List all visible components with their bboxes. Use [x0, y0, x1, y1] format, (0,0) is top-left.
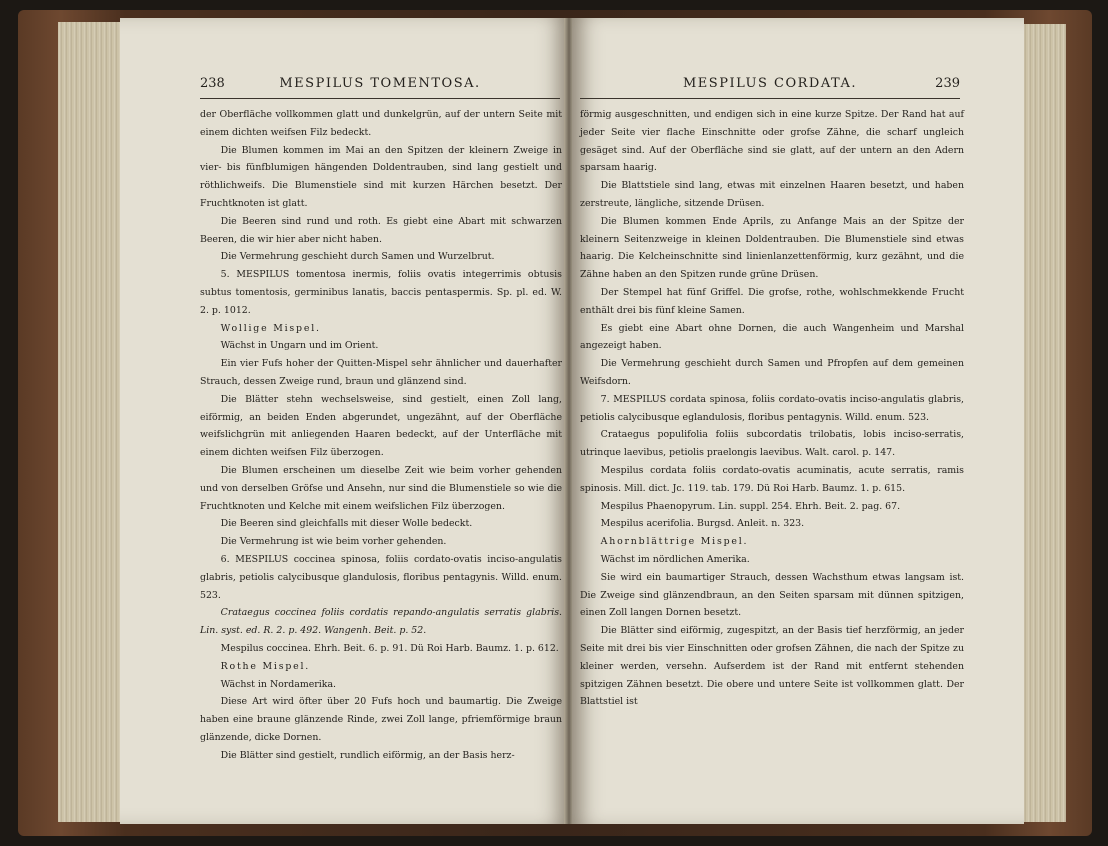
paragraph: Die Blätter sind eiförmig, zugespitzt, an der Basis tief herzförmig, an jeder Seite mit drei bis vier Einschnitten oder grofsen Zähnen, die nach der Spitze zu kleiner werden, versehn. Aufserdem ist der Rand mit entfernt stehenden spitzigen Zähnen besetzt. Die obere und untere Seite ist vollkommen glatt. Der Blattstiel ist	[580, 625, 964, 708]
paragraph: förmig ausgeschnitten, und endigen sich in eine kurze Spitze. Der Rand hat auf jeder Seite vier flache Einschnitte oder grofse Zähne, die scharf ungleich gesäget sind. Auf der Oberfläche sind sie glatt, auf der untern an den Adern sparsam haarig.	[580, 109, 964, 174]
left-page-text	[200, 106, 562, 764]
paragraph: Die Vermehrung geschieht durch Samen und Wurzelbrut.	[220, 251, 495, 263]
paragraph: Die Beeren sind gleichfalls mit dieser Wolle bedeckt.	[220, 518, 473, 530]
paragraph: Die Blattstiele sind lang, etwas mit einzelnen Haaren besetzt, und haben zerstreute, längliche, sitzende Drüsen.	[580, 180, 964, 209]
right-running-head	[580, 72, 960, 99]
paragraph: 6. MESPILUS coccinea spinosa, foliis cordato-ovatis inciso-angulatis glabris, petiolis calycibusque glandulosis, floribus pentagynis. Willd. enum. 523.	[200, 553, 562, 601]
page-edges-right	[1022, 24, 1066, 822]
paragraph: Die Blumen kommen im Mai an den Spitzen der kleinern Zweige in vier- bis fünfblumigen hängenden Doldentrauben, sind lang gestielt und röthlichweifs. Die Blumenstiele sind mit kurzen Härchen besetzt. Der Fruchtknoten ist glatt.	[200, 144, 562, 209]
left-page-number: 238	[200, 76, 225, 91]
paragraph: Wächst in Nordamerika.	[220, 678, 337, 690]
paragraph: Mespilus Phaenopyrum. Lin. suppl. 254. Ehrh. Beit. 2. pag. 67.	[600, 500, 901, 512]
paragraph: Ein vier Fufs hoher der Quitten-Mispel sehr ähnlicher und dauerhafter Strauch, dessen Zweige rund, braun und glänzend sind.	[200, 358, 562, 387]
paragraph: Mespilus acerifolia. Burgsd. Anleit. n. 323.	[600, 518, 805, 530]
paragraph: Mespilus coccinea. Ehrh. Beit. 6. p. 91. Dü Roi Harb. Baumz. 1. p. 612.	[220, 642, 559, 654]
paragraph: 5. MESPILUS tomentosa inermis, foliis ovatis integerrimis obtusis subtus tomentosis, germinibus lanatis, baccis pentaspermis. Sp. pl. ed. W. 2. p. 1012.	[200, 269, 562, 316]
paragraph: Wächst im nördlichen Amerika.	[600, 553, 750, 565]
paragraph: Crataegus coccinea foliis cordatis repando-angulatis serratis glabris. Lin. syst. ed. R. 2. p. 492. Wangenh. Beit. p. 52.	[200, 607, 562, 637]
paragraph: Die Blumen kommen Ende Aprils, zu Anfange Mais an der Spitze der kleinern Seitenzweige in kleinen Doldentrauben. Die Blumenstiele sind etwas haarig. Die Kelcheinschnitte sind linienlanzettenförmig, kurz gezähnt, und die Zähne haben an den Spitzen runde grüne Drüsen.	[580, 215, 964, 281]
paragraph: Die Blätter sind gestielt, rundlich eiförmig, an der Basis herz-	[220, 749, 515, 761]
left-running-title: MESPILUS TOMENTOSA.	[279, 76, 481, 91]
paragraph: Crataegus populifolia foliis subcordatis trilobatis, lobis inciso-serratis, utrinque laevibus, petiolis praelongis laevibus. Walt. carol. p. 147.	[580, 429, 964, 459]
paragraph: Die Vermehrung geschieht durch Samen und Pfropfen auf dem gemeinen Weifsdorn.	[580, 358, 964, 387]
page-edges-left	[58, 22, 122, 822]
paragraph: Wollige Mispel.	[220, 322, 321, 334]
paragraph: Die Beeren sind rund und roth. Es giebt eine Abart mit schwarzen Beeren, die wir hier aber nicht haben.	[200, 215, 562, 245]
paragraph: Rothe Mispel.	[220, 660, 311, 672]
paragraph: Die Vermehrung ist wie beim vorher gehenden.	[220, 536, 447, 548]
paragraph: Wächst in Ungarn und im Orient.	[220, 340, 379, 352]
paragraph: Mespilus cordata foliis cordato-ovatis acuminatis, acute serratis, ramis spinosis. Mill. dict. Jc. 119. tab. 179. Dü Roi Harb. Baumz. 1. p. 615.	[580, 464, 964, 494]
paragraph: Diese Art wird öfter über 20 Fufs hoch und baumartig. Die Zweige haben eine braune glänzende Rinde, zwei Zoll lange, pfriemförmige braun glänzende, dicke Dornen.	[200, 696, 562, 743]
paragraph: der Oberfläche vollkommen glatt und dunkelgrün, auf der untern Seite mit einem dichten weifsen Filz bedeckt.	[200, 109, 562, 138]
paragraph: Die Blätter stehn wechselsweise, sind gestielt, einen Zoll lang, eiförmig, an beiden Enden abgerundet, ungezähnt, auf der Oberfläche weifslichgrün mit anliegenden Haaren bedeckt, auf der Unterfläche mit einem dichten weifsen Filz überzogen.	[200, 393, 562, 459]
left-page	[120, 18, 568, 824]
paragraph: Es giebt eine Abart ohne Dornen, die auch Wangenheim und Marshal angezeigt haben.	[580, 322, 964, 352]
right-running-title: MESPILUS CORDATA.	[683, 76, 857, 91]
right-page-text	[580, 106, 964, 711]
right-page-number: 239	[935, 76, 960, 91]
paragraph: Der Stempel hat fünf Griffel. Die grofse, rothe, wohlschmekkende Frucht enthält drei bis fünf kleine Samen.	[580, 286, 964, 316]
paragraph: Ahornblättrige Mispel.	[600, 536, 749, 548]
paragraph: Sie wird ein baumartiger Strauch, dessen Wachsthum etwas langsam ist. Die Zweige sind glänzendbraun, an den Seiten sparsam mit dünnen spitzigen, einen Zoll langen Dornen besetzt.	[580, 571, 964, 619]
paragraph: 7. MESPILUS cordata spinosa, foliis cordato-ovatis inciso-angulatis glabris, petiolis calycibusque eglandulosis, floribus pentagynis. Willd. enum. 523.	[580, 393, 964, 423]
paragraph: Die Blumen erscheinen um dieselbe Zeit wie beim vorher gehenden und von derselben Gröfse und Ansehn, nur sind die Blumenstiele so wie die Fruchtknoten und Kelche mit einem weifslichen Filz überzogen.	[200, 464, 562, 512]
right-page	[572, 18, 1024, 824]
left-running-head	[200, 72, 560, 99]
